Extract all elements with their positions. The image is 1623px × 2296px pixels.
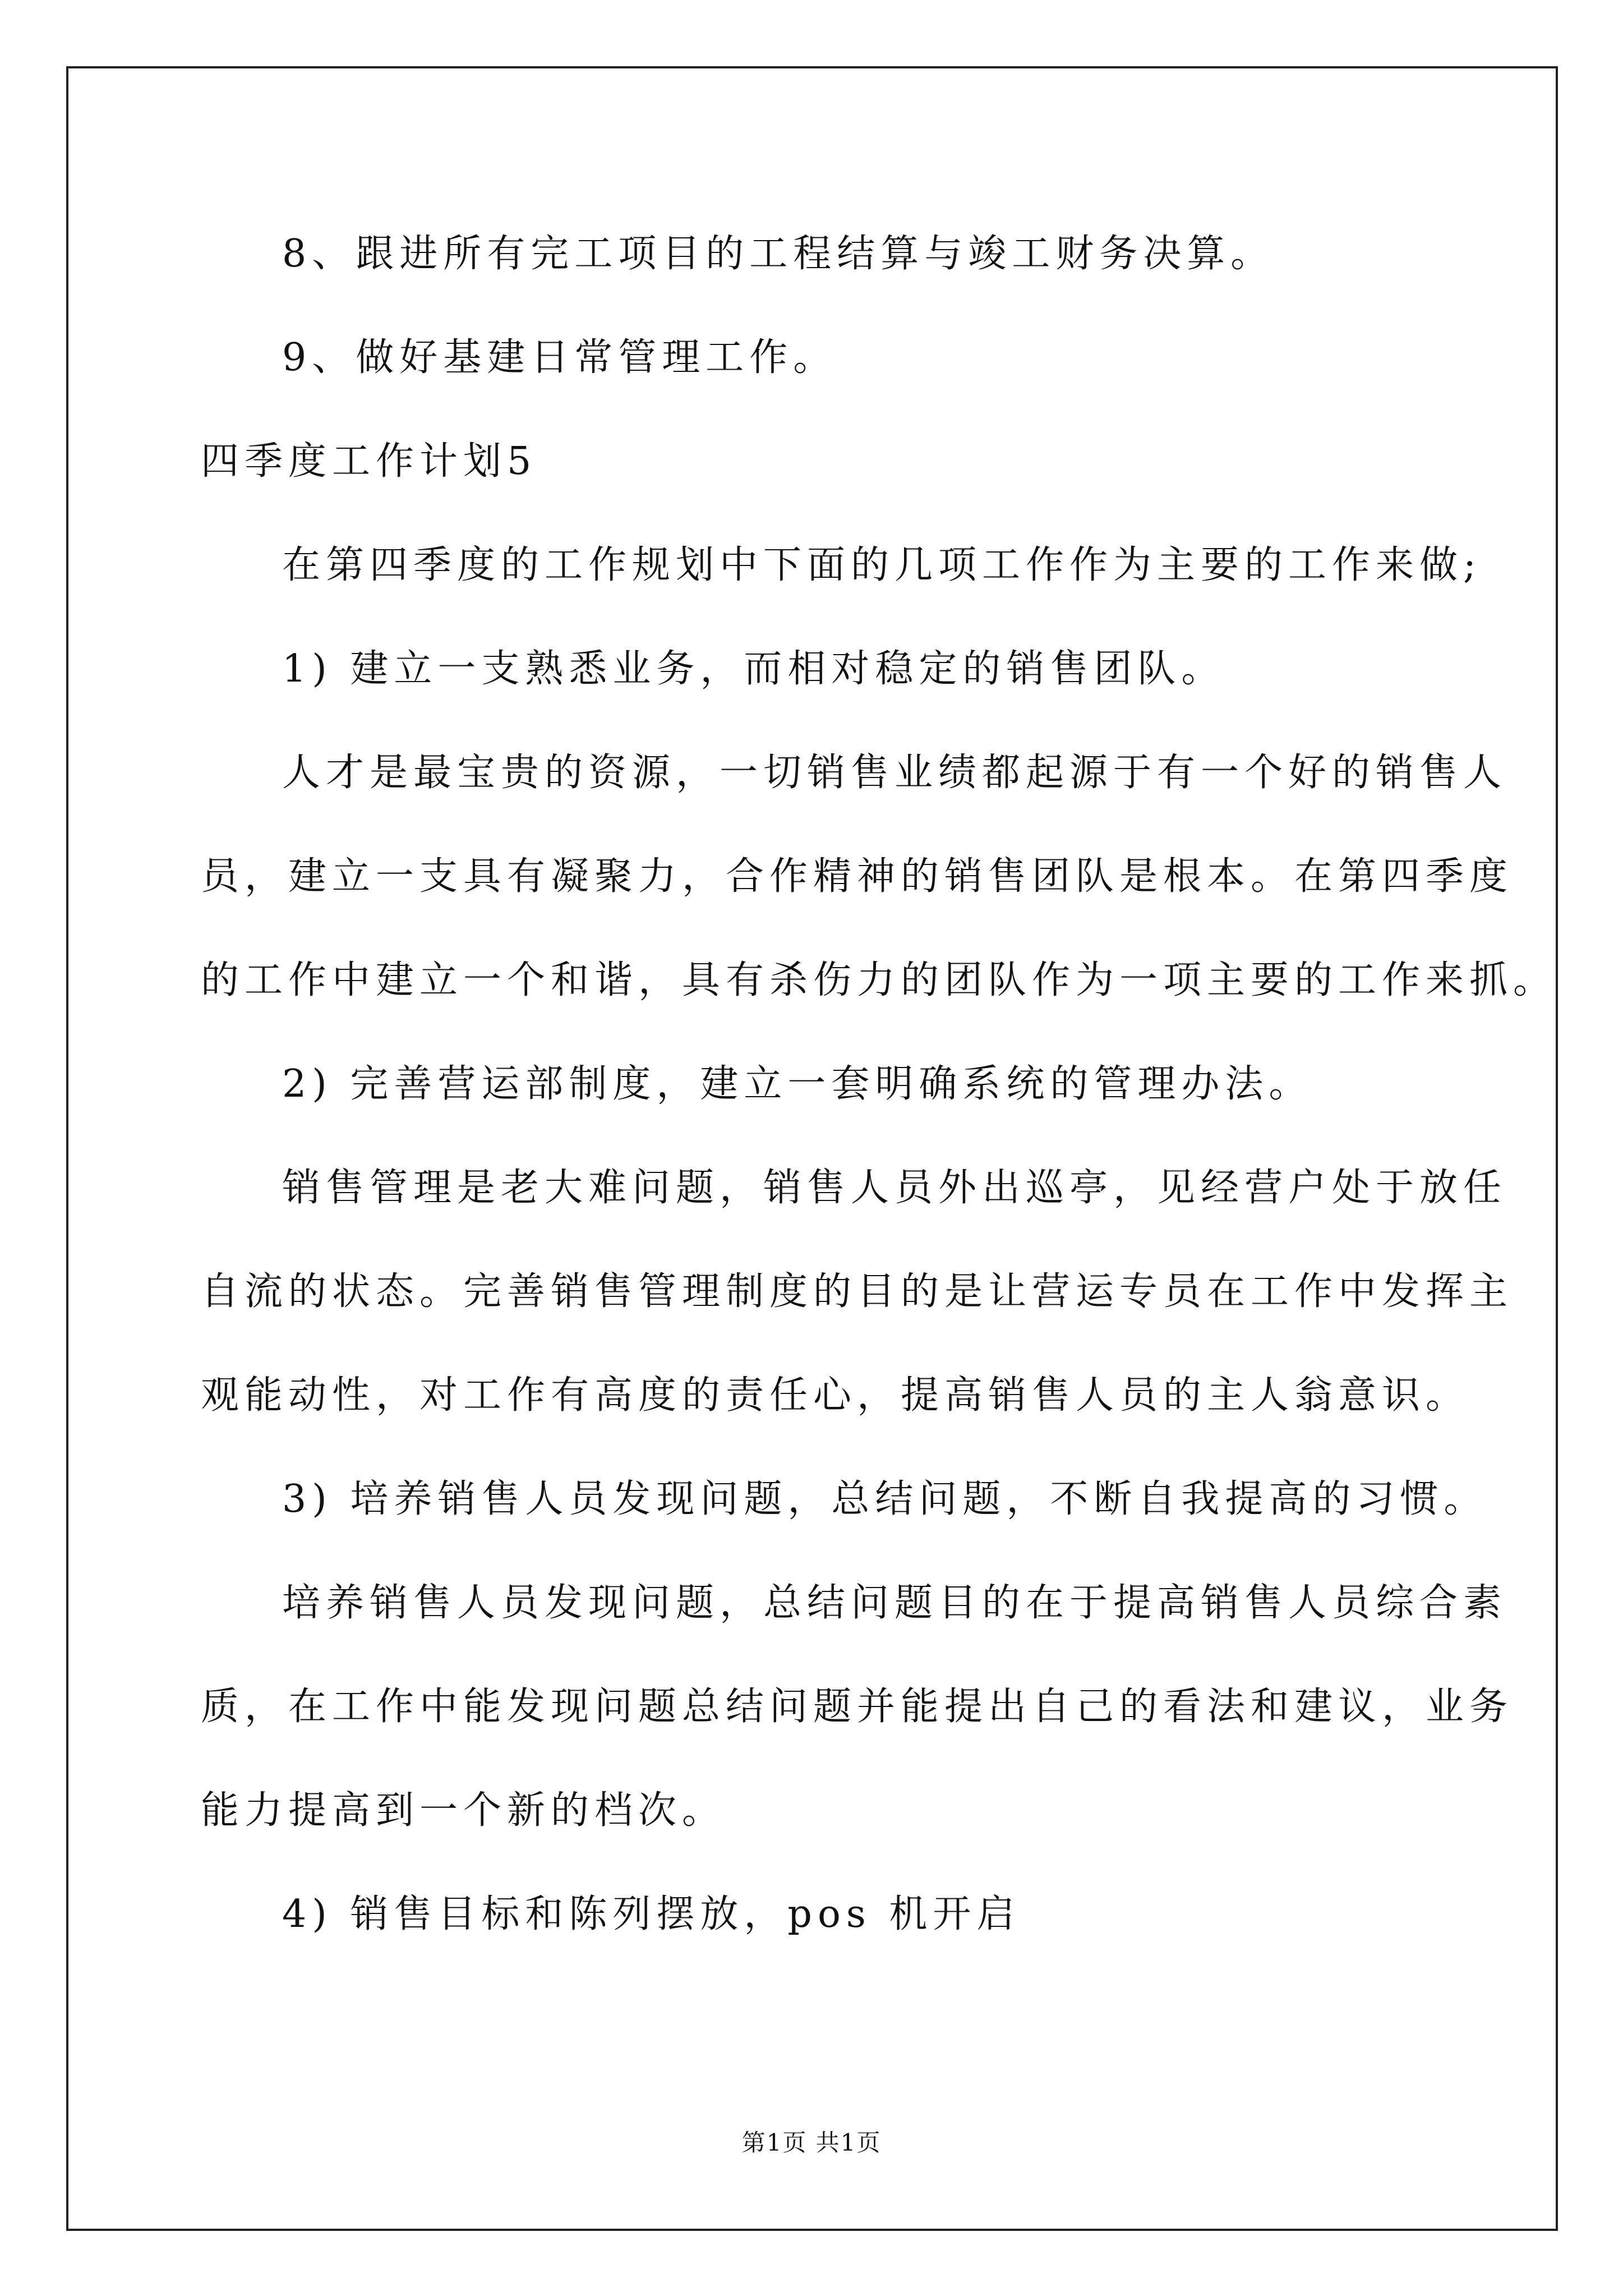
text-line: 人才是最宝贵的资源，一切销售业绩都起源于有一个好的销售人 — [282, 751, 1507, 795]
text-line: 的工作中建立一个和谐，具有杀伤力的团队作为一项主要的工作来抓。 — [201, 958, 1557, 1002]
list-item-heading: 1) 建立一支熟悉业务，而相对稳定的销售团队。 — [282, 647, 1225, 691]
text-line: 销售管理是老大难问题，销售人员外出巡亭，见经营户处于放任 — [282, 1166, 1507, 1210]
page-footer: 第1页 共1页 — [741, 2129, 882, 2156]
text-line: 在第四季度的工作规划中下面的几项工作作为主要的工作来做; — [282, 543, 1482, 587]
text-line: 观能动性，对工作有高度的责任心，提高销售人员的主人翁意识。 — [201, 1373, 1470, 1418]
list-item-heading: 3) 培养销售人员发现问题，总结问题，不断自我提高的习惯。 — [282, 1477, 1488, 1521]
section-heading: 四季度工作计划5 — [201, 439, 537, 484]
text-line: 员，建立一支具有凝聚力，合作精神的销售团队是根本。在第四季度 — [201, 854, 1514, 899]
text-line: 质，在工作中能发现问题总结问题并能提出自己的看法和建议，业务 — [201, 1685, 1514, 1729]
text-line: 9、做好基建日常管理工作。 — [282, 335, 837, 380]
text-line: 能力提高到一个新的档次。 — [201, 1788, 726, 1833]
text-line: 培养销售人员发现问题，总结问题目的在于提高销售人员综合素 — [282, 1581, 1507, 1625]
list-item-heading: 2) 完善营运部制度，建立一套明确系统的管理办法。 — [282, 1062, 1313, 1106]
text-line: 自流的状态。完善销售管理制度的目的是让营运专员在工作中发挥主 — [201, 1269, 1514, 1314]
text-line: 8、跟进所有完工项目的工程结算与竣工财务决算。 — [282, 232, 1275, 276]
list-item-heading: 4) 销售目标和陈列摆放，pos 机开启 — [282, 1892, 1021, 1936]
